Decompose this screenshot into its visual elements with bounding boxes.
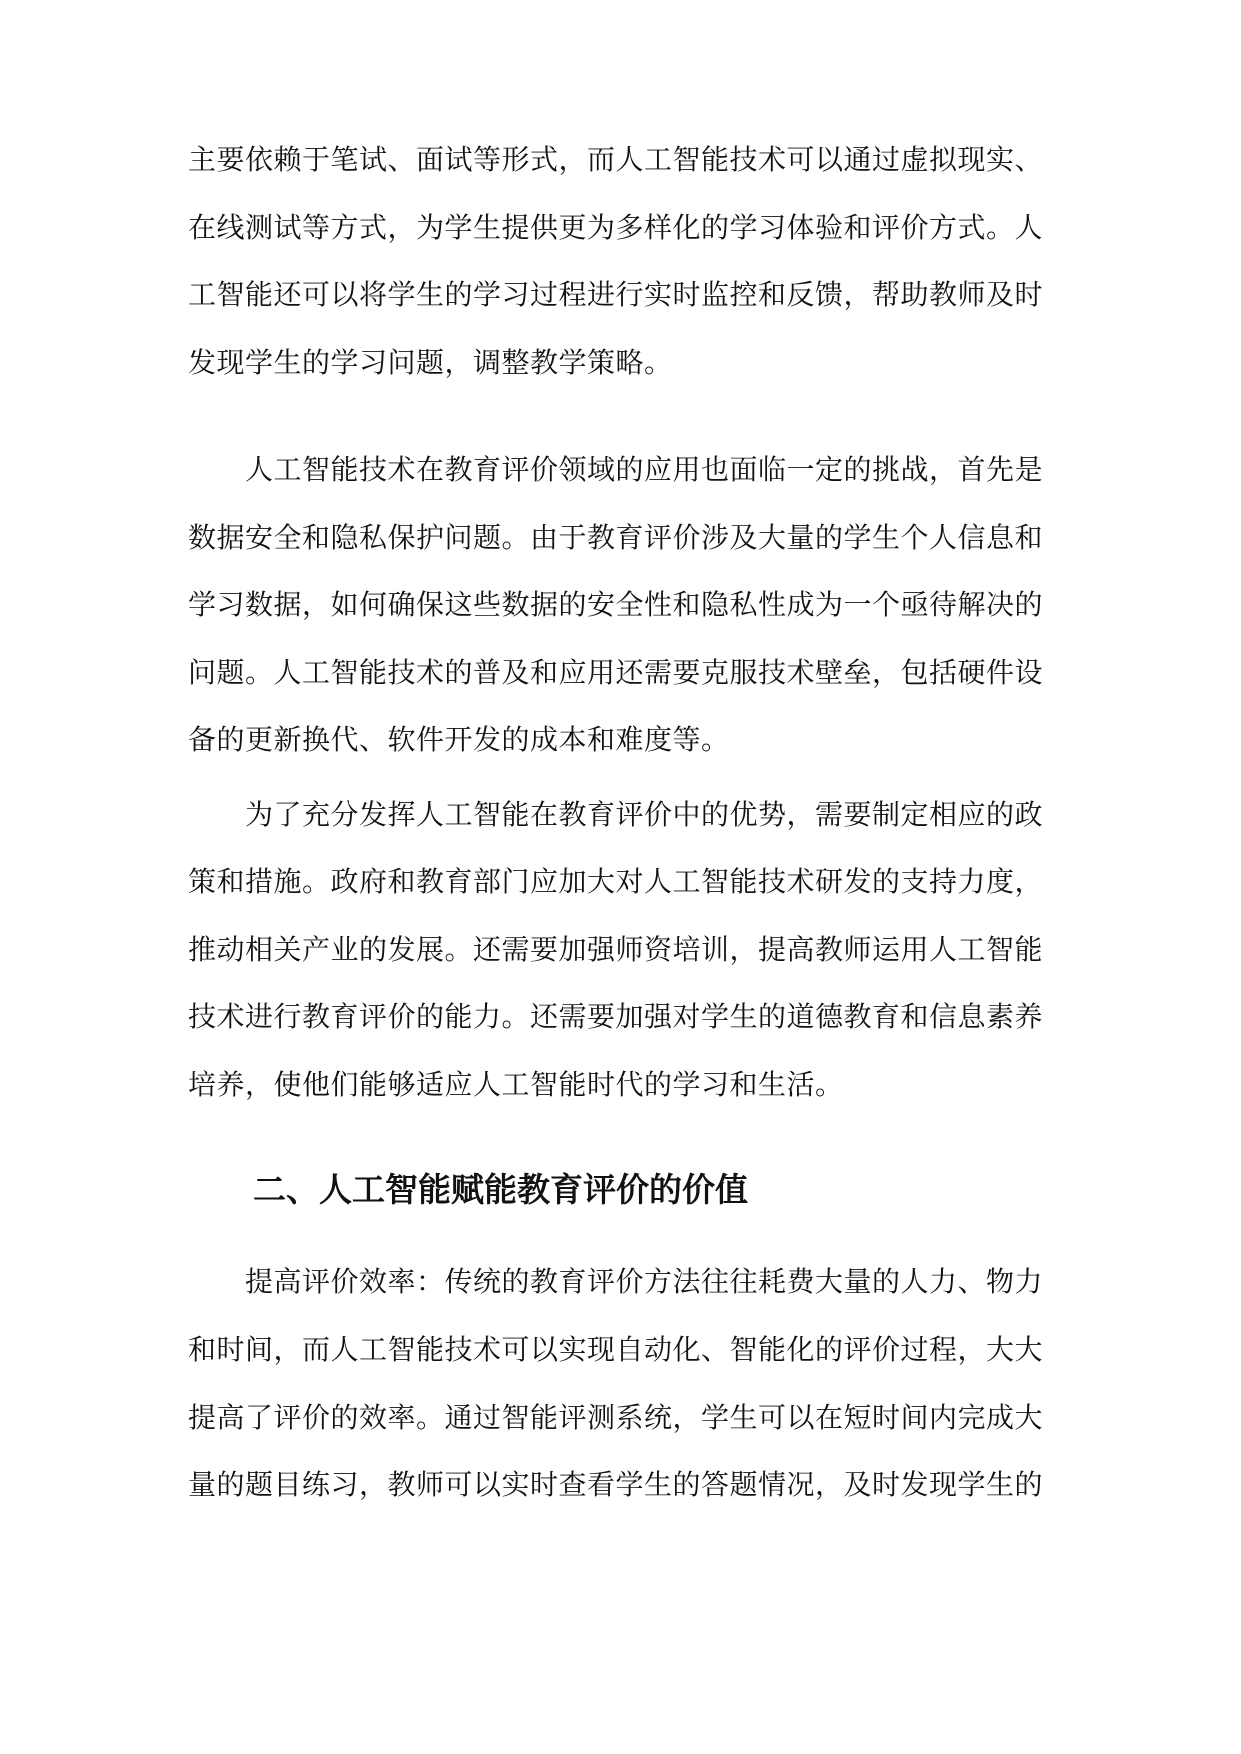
text-line: 策和措施。政府和教育部门应加大对人工智能技术研发的支持力度， bbox=[188, 865, 1044, 898]
text-line: 数据安全和隐私保护问题。由于教育评价涉及大量的学生个人信息和 bbox=[188, 521, 1044, 554]
text-line: 提高评价效率：传统的教育评价方法往往耗费大量的人力、物力 bbox=[245, 1265, 1044, 1298]
text-line: 问题。人工智能技术的普及和应用还需要克服技术壁垒，包括硬件设 bbox=[188, 656, 1044, 689]
text-line: 和时间，而人工智能技术可以实现自动化、智能化的评价过程，大大 bbox=[188, 1333, 1044, 1366]
text-line: 提高了评价的效率。通过智能评测系统，学生可以在短时间内完成大 bbox=[188, 1401, 1044, 1434]
text-line: 工智能还可以将学生的学习过程进行实时监控和反馈，帮助教师及时 bbox=[188, 278, 1044, 311]
text-line: 为了充分发挥人工智能在教育评价中的优势，需要制定相应的政 bbox=[245, 798, 1044, 831]
text-line: 发现学生的学习问题，调整教学策略。 bbox=[188, 346, 673, 379]
text-line: 技术进行教育评价的能力。还需要加强对学生的道德教育和信息素养 bbox=[188, 1000, 1044, 1033]
text-line: 人工智能技术在教育评价领域的应用也面临一定的挑战，首先是 bbox=[245, 453, 1044, 486]
text-line: 培养，使他们能够适应人工智能时代的学习和生活。 bbox=[188, 1068, 844, 1101]
text-line: 学习数据，如何确保这些数据的安全性和隐私性成为一个亟待解决的 bbox=[188, 588, 1044, 621]
text-line: 在线测试等方式，为学生提供更为多样化的学习体验和评价方式。人 bbox=[188, 211, 1044, 244]
text-line: 量的题目练习，教师可以实时查看学生的答题情况，及时发现学生的 bbox=[188, 1468, 1044, 1501]
text-line: 推动相关产业的发展。还需要加强师资培训，提高教师运用人工智能 bbox=[188, 933, 1044, 966]
section-heading: 二、人工智能赋能教育评价的价值 bbox=[253, 1170, 748, 1209]
text-line: 备的更新换代、软件开发的成本和难度等。 bbox=[188, 723, 730, 756]
text-line: 主要依赖于笔试、面试等形式，而人工智能技术可以通过虚拟现实、 bbox=[188, 143, 1044, 176]
